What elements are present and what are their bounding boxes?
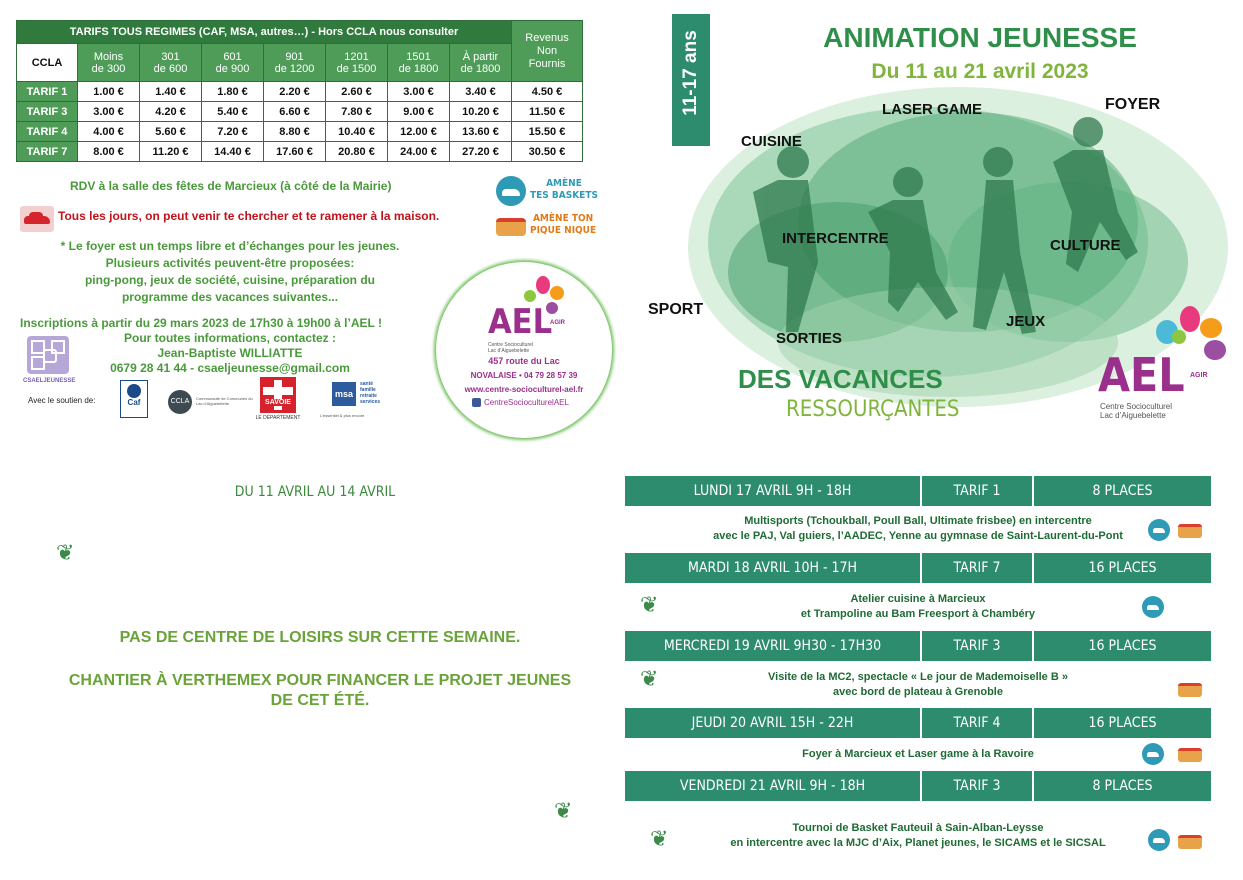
table-row: TARIF 4 4.00 € 5.60 € 7.20 € 8.80 € 10.40 € 12.00 € 13.60 € 15.50 € <box>17 122 583 142</box>
day-label: MERCREDI 19 AVRIL 9H30 - 17H30 <box>663 638 882 654</box>
tarif-label: TARIF 3 <box>953 638 1001 654</box>
logo-petal-orange <box>1200 318 1222 338</box>
activity-description: Foyer à Marcieux et Laser game à la Ravoire <box>802 748 1034 760</box>
places-label: 16 PLACES <box>1088 560 1157 576</box>
logo-petal-green <box>1172 330 1186 344</box>
day-label: JEUDI 20 AVRIL 15H - 22H <box>691 715 854 731</box>
tarif-label: TARIF 3 <box>953 778 1001 794</box>
shoe-icon <box>1148 519 1170 541</box>
revenus-header: Revenus Non Fournis <box>512 21 583 82</box>
leaf-icon: ❦ <box>56 540 75 565</box>
sandwich-icon <box>1178 524 1202 538</box>
ael-contact-circle: AEL AGIR Centre Socioculturel Lac d’Aiguebelette 457 route du Lac NOVALAISE • 04 79 28 57 39 www.centre-socioculturel-ael.fr CentreSocioculturelAEL <box>436 262 612 438</box>
shoe-icon <box>1148 829 1170 851</box>
col-header: 1501 de 1800 <box>388 44 450 82</box>
badge-pique-nique: AMÈNE TON PIQUE NIQUE <box>530 213 597 236</box>
activity-description: Multisports (Tchoukball, Poull Ball, Ultimate frisbee) en intercentre avec le PAJ, Val guiers, l’AADEC, Yenne au gymnase de Saint-Laurent-du-Pont <box>713 515 1123 542</box>
hero-title: ANIMATION JEUNESSE <box>823 22 1137 53</box>
places-label: 8 PLACES <box>1092 778 1153 794</box>
col-header: 301 de 600 <box>140 44 202 82</box>
leaf-icon: ❦ <box>640 666 659 691</box>
msa-logo: msa <box>332 382 356 406</box>
leaf-icon: ❦ <box>554 798 573 823</box>
hero-dates: Du 11 au 21 avril 2023 <box>871 60 1089 83</box>
inscriptions-text: Inscriptions à partir du 29 mars 2023 de 17h30 à 19h00 à l’AEL ! <box>20 316 382 330</box>
col-header: 601 de 900 <box>202 44 264 82</box>
col-header: À partir de 1800 <box>450 44 512 82</box>
sandwich-icon <box>1178 748 1202 762</box>
badge-baskets: AMÈNE TES BASKETS <box>530 178 598 201</box>
activity-description: Tournoi de Basket Fauteuil à Sain-Alban-Leysse en intercentre avec la MJC d’Aix, Planet jeunes, le SICAMS et le SICSAL <box>730 822 1106 849</box>
week1-notice-1: PAS DE CENTRE DE LOISIRS SUR CETTE SEMAINE. <box>119 629 521 646</box>
activity-culture: CULTURE <box>1050 237 1121 254</box>
tarif-label: TARIF 7 <box>953 560 1001 576</box>
week1-heading: DU 11 AVRIL AU 14 AVRIL <box>234 484 396 500</box>
savoie-sub: LE DÉPARTEMENT <box>255 415 301 421</box>
table-row: TARIF 3 3.00 € 4.20 € 5.40 € 6.60 € 7.80 € 9.00 € 10.20 € 11.50 € <box>17 102 583 122</box>
col-header: 901 de 1200 <box>264 44 326 82</box>
leaf-icon: ❦ <box>650 826 669 851</box>
places-label: 16 PLACES <box>1088 715 1157 731</box>
ael-address: 457 route du Lac <box>488 356 560 366</box>
week1-notice-2: CHANTIER À VERTHEMEX POUR FINANCER LE PROJET JEUNES DE CET ÉTÉ. <box>68 672 572 709</box>
shoe-icon <box>496 176 526 206</box>
activity-sorties: SORTIES <box>776 330 842 347</box>
tarif-label: TARIF 4 <box>953 715 1001 731</box>
qr-code[interactable] <box>27 336 69 374</box>
activity-description: Atelier cuisine à Marcieux et Trampoline au Bam Freesport à Chambéry <box>800 593 1036 620</box>
logo-petal-purple <box>1204 340 1226 360</box>
activity-jeux: JEUX <box>1006 313 1046 330</box>
contact-block: Pour toutes informations, contactez : Jean-Baptiste WILLIATTE 0679 28 41 44 - csaeljeunesse@gmail.com <box>110 331 350 375</box>
pickup-text: Tous les jours, on peut venir te chercher et te ramener à la maison. <box>58 209 440 223</box>
col-header: Moins de 300 <box>78 44 140 82</box>
ael-city-phone: NOVALAISE • 04 79 28 57 39 <box>470 371 578 380</box>
msa-sub: santé famille retraite services <box>360 381 381 405</box>
activity-cuisine: CUISINE <box>741 133 802 150</box>
sandwich-icon <box>1178 683 1202 697</box>
tagline-vacances: DES VACANCES <box>738 364 943 394</box>
activity-sport: SPORT <box>648 301 704 318</box>
schedule-band <box>625 631 1211 661</box>
ccla-logo: CCLA <box>168 390 192 414</box>
age-tag: 11-17 ans <box>672 14 710 146</box>
tagline-ressourcantes: RESSOURÇANTES <box>786 397 960 422</box>
places-label: 16 PLACES <box>1088 638 1157 654</box>
facebook-icon[interactable] <box>472 398 481 407</box>
schedule-band <box>625 553 1211 583</box>
schedule-band <box>625 476 1211 506</box>
day-label: MARDI 18 AVRIL 10H - 17H <box>687 560 857 576</box>
hero-ael-agir: AGIR <box>1190 372 1208 379</box>
places-label: 8 PLACES <box>1092 483 1153 499</box>
leaf-icon: ❦ <box>640 592 659 617</box>
shoe-icon <box>1142 596 1164 618</box>
savoie-logo: SAVOIE <box>260 377 296 413</box>
table-row: TARIF 7 8.00 € 11.20 € 14.40 € 17.60 € 20.80 € 24.00 € 27.20 € 30.50 € <box>17 142 583 162</box>
schedule-band <box>625 771 1211 801</box>
sandwich-icon <box>1178 835 1202 849</box>
ael-logo-text: AEL <box>488 302 553 342</box>
shoe-icon <box>1142 743 1164 765</box>
soutien-label: Avec le soutien de: <box>28 396 96 405</box>
caf-logo: Caf <box>120 380 148 418</box>
car-icon <box>20 206 54 232</box>
sandwich-icon <box>496 218 526 236</box>
ccla-sub: Communauté de Communes du Lac d’Aiguebelette <box>196 396 253 406</box>
tarif-label: TARIF 1 <box>953 483 1001 499</box>
hero-ael-logo: AEL <box>1098 348 1185 402</box>
qr-label: CSAELJEUNESSE <box>23 378 76 384</box>
table-row: TARIF 1 1.00 € 1.40 € 1.80 € 2.20 € 2.60 € 3.00 € 3.40 € 4.50 € <box>17 82 583 102</box>
tarif-table-title: TARIFS TOUS REGIMES (CAF, MSA, autres…) - Hors CCLA nous consulter <box>17 21 512 44</box>
col-header: 1201 de 1500 <box>326 44 388 82</box>
schedule-band <box>625 708 1211 738</box>
activity-foyer: FOYER <box>1105 96 1161 113</box>
ael-facebook[interactable]: CentreSocioculturelAEL <box>484 398 569 407</box>
rdv-text: RDV à la salle des fêtes de Marcieux (à côté de la Mairie) <box>70 179 392 193</box>
tarif-table <box>16 20 583 162</box>
day-label: LUNDI 17 AVRIL 9H - 18H <box>693 483 852 499</box>
hero-ael-sub: Centre Socioculturel Lac d’Aiguebelette <box>1100 402 1173 420</box>
activity-laser: LASER GAME <box>882 101 983 118</box>
activity-description: Visite de la MC2, spectacle « Le jour de Mademoiselle B » avec bord de plateau à Grenoble <box>768 671 1068 698</box>
ccla-header: CCLA <box>17 44 78 82</box>
msa-tag: L’essentiel & plus encore <box>320 413 365 418</box>
logo-petal-pink <box>1180 306 1200 332</box>
activity-intercentre: INTERCENTRE <box>782 230 889 247</box>
ael-website[interactable]: www.centre-socioculturel-ael.fr <box>464 385 584 394</box>
foyer-text: * Le foyer est un temps libre et d’échanges pour les jeunes. Plusieurs activités peuvent-être proposées: ping-pong, jeux de société, cuisine, préparation du programme des vacances suivantes... <box>60 239 400 304</box>
day-label: VENDREDI 21 AVRIL 9H - 18H <box>679 778 866 794</box>
